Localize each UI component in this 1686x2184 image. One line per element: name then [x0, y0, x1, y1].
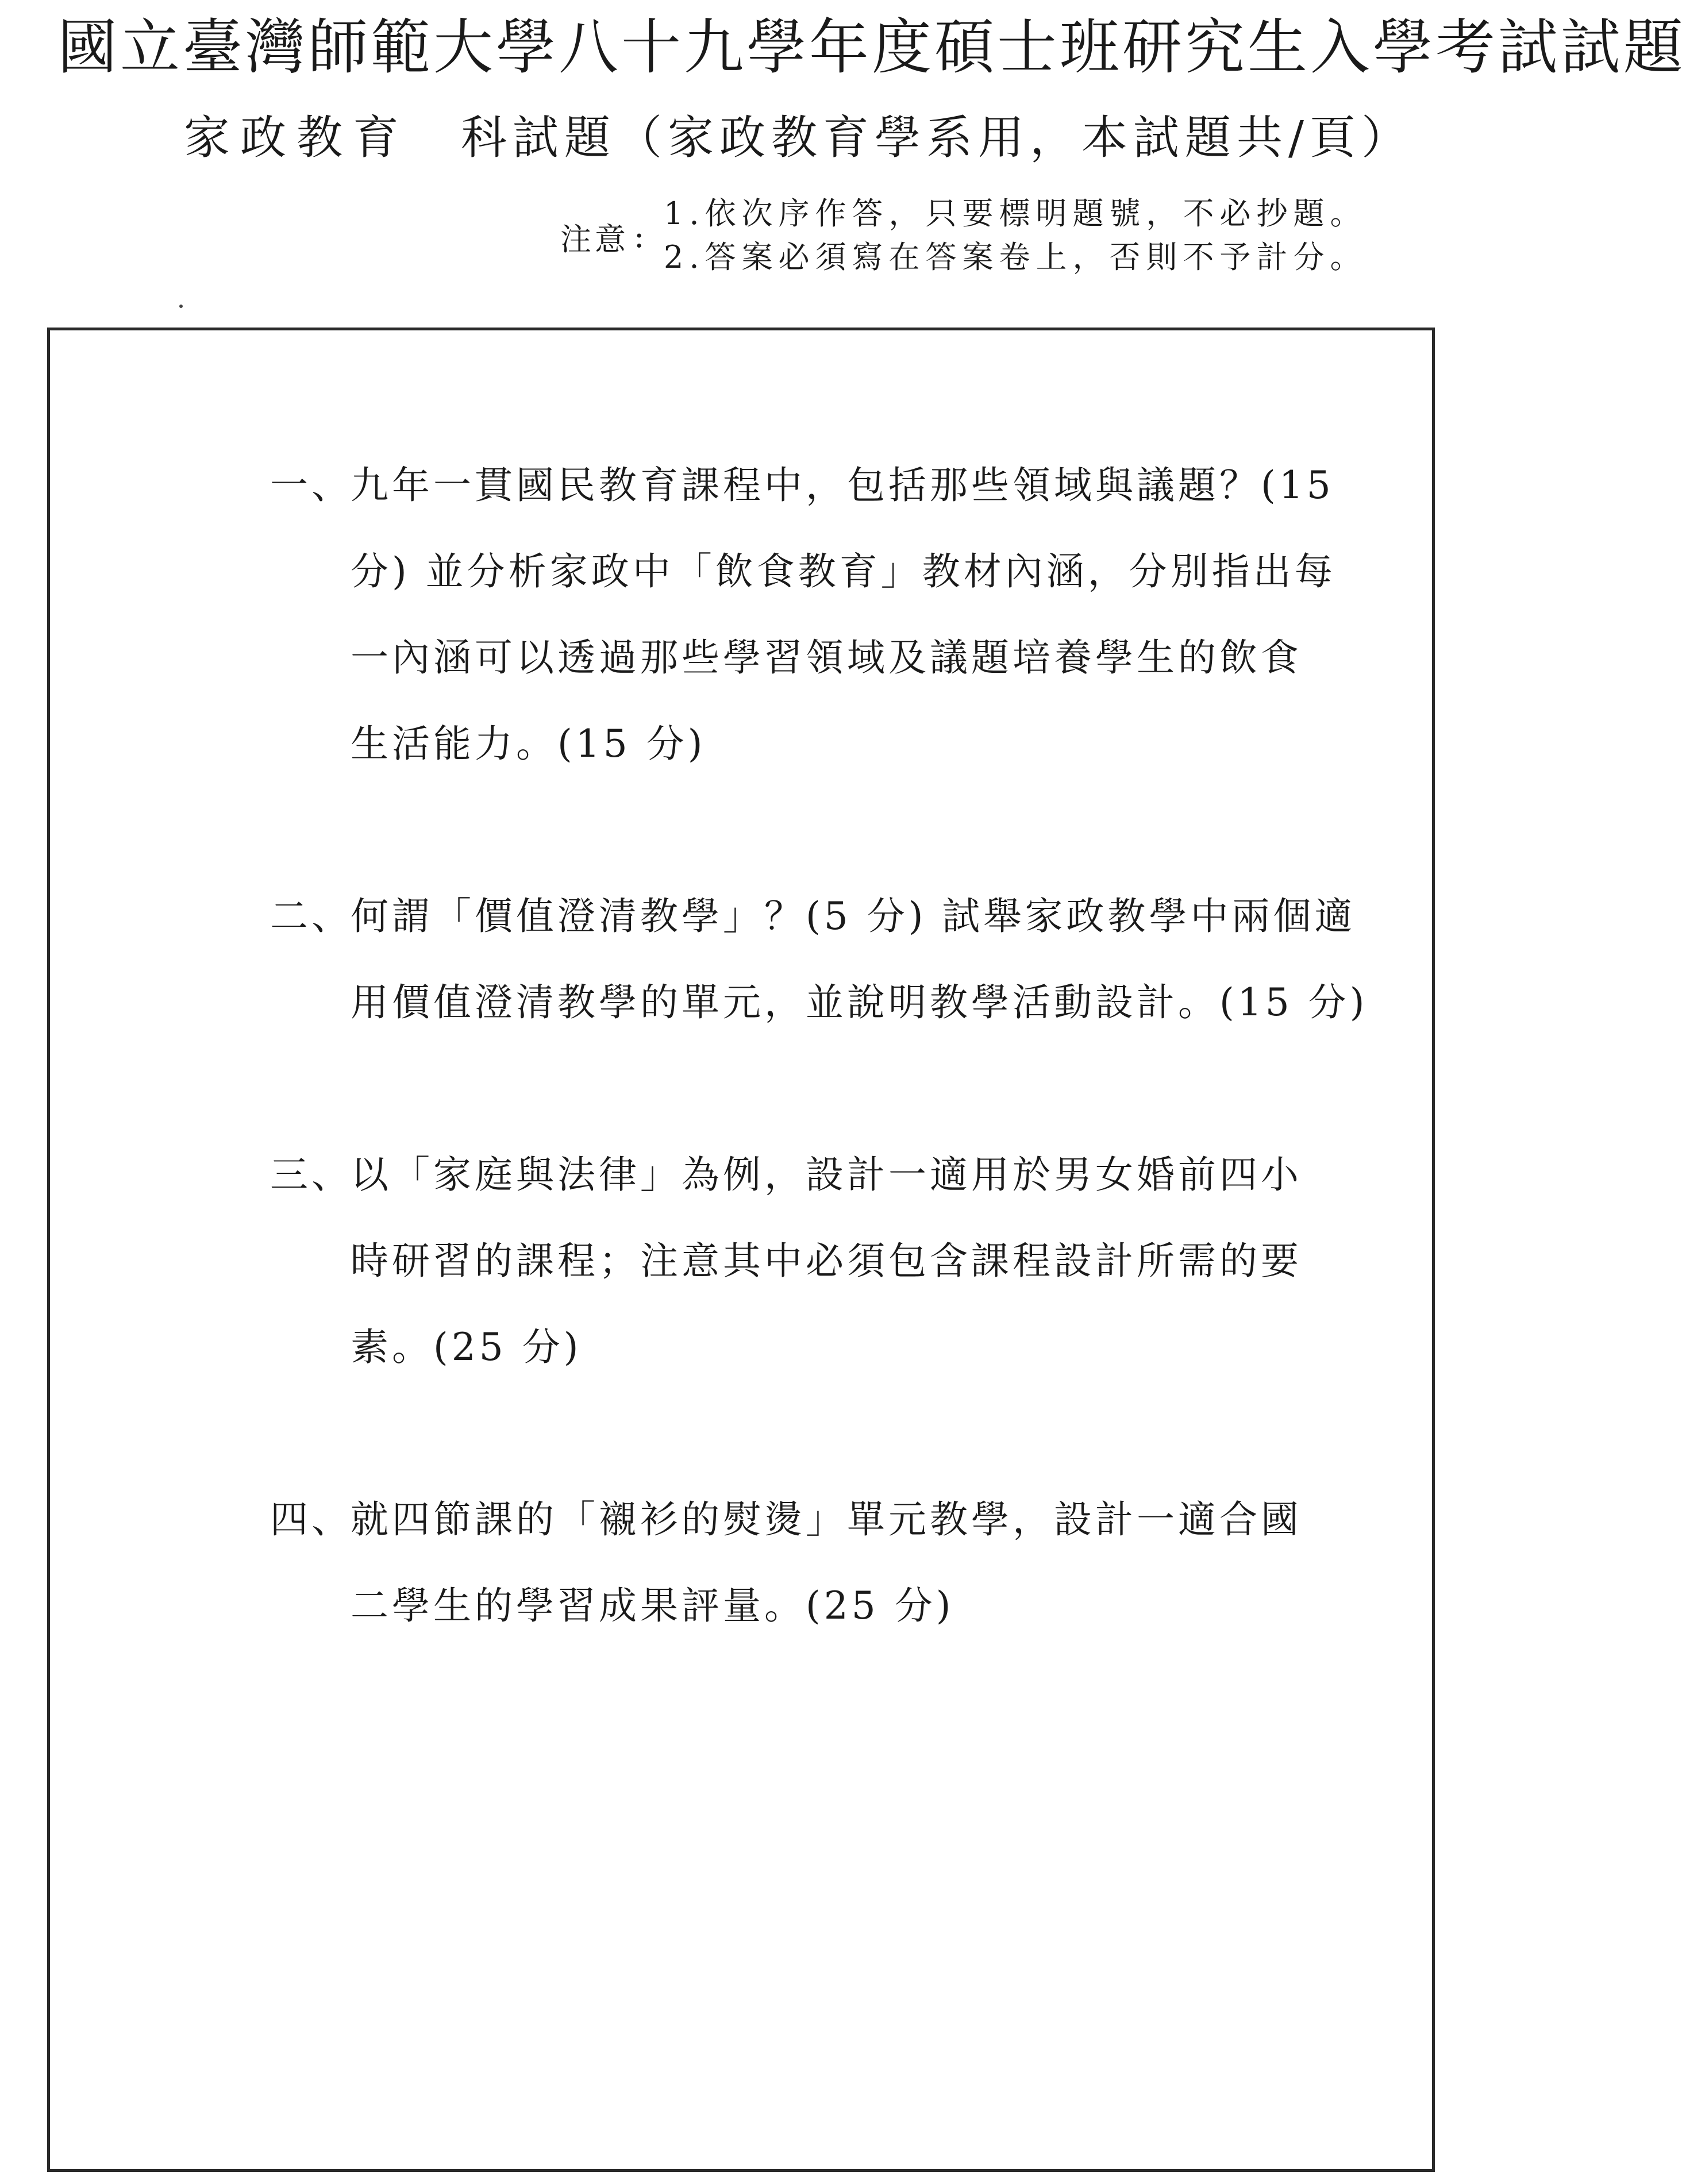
question-3-line-3: 素。(25 分): [351, 1325, 582, 1369]
instruction-item-1: 1.依次序作答，只要標明題號，不必抄題。: [664, 195, 1367, 232]
instructions-label: 注意: [560, 221, 629, 257]
instruction-item-2: 2.答案必須寫在答案卷上，否則不予計分。: [664, 239, 1367, 275]
question-4-line-2: 二學生的學習成果評量。(25 分): [351, 1584, 954, 1628]
question-3: [270, 1132, 1302, 1390]
subtitle-text: 科試題（家政教育學系用，本試題共/頁）: [461, 111, 1413, 164]
exam-subtitle: [184, 111, 1413, 164]
question-1-number: 一、: [270, 463, 353, 507]
question-1-line-2: 分) 並分析家政中「飲食教育」教材內涵，分別指出每: [351, 549, 1336, 594]
question-2-line-1: 何謂「價值澄清教學」？(5 分) 試舉家政教學中兩個適: [351, 894, 1356, 938]
subject-name: 家政教育: [184, 111, 409, 164]
question-4: [270, 1477, 1302, 1649]
question-1-line-1: 九年一貫國民教育課程中，包括那些領域與議題？(15: [351, 463, 1334, 507]
question-1: [270, 442, 1336, 787]
question-3-line-1: 以「家庭與法律」為例，設計一適用於男女婚前四小: [351, 1153, 1302, 1197]
question-2-number: 二、: [270, 894, 353, 938]
question-3-number: 三、: [270, 1153, 353, 1197]
instructions-list: [664, 195, 1367, 286]
question-1-line-3: 一內涵可以透過那些學習領域及議題培養學生的飲食: [351, 635, 1302, 680]
exam-title: 國立臺灣師範大學八十九學年度碩士班研究生入學考試試題: [57, 12, 1686, 82]
question-2: [270, 873, 1368, 1046]
question-4-number: 四、: [270, 1497, 353, 1542]
scan-speck: [179, 305, 183, 308]
instructions-colon: :: [634, 218, 645, 255]
question-2-line-2: 用價值澄清教學的單元，並說明教學活動設計。(15 分): [351, 980, 1368, 1024]
question-3-line-2: 時研習的課程；注意其中必須包含課程設計所需的要: [351, 1239, 1302, 1283]
question-1-line-4: 生活能力。(15 分): [351, 722, 706, 766]
question-4-line-1: 就四節課的「襯衫的熨燙」單元教學，設計一適合國: [351, 1497, 1302, 1542]
